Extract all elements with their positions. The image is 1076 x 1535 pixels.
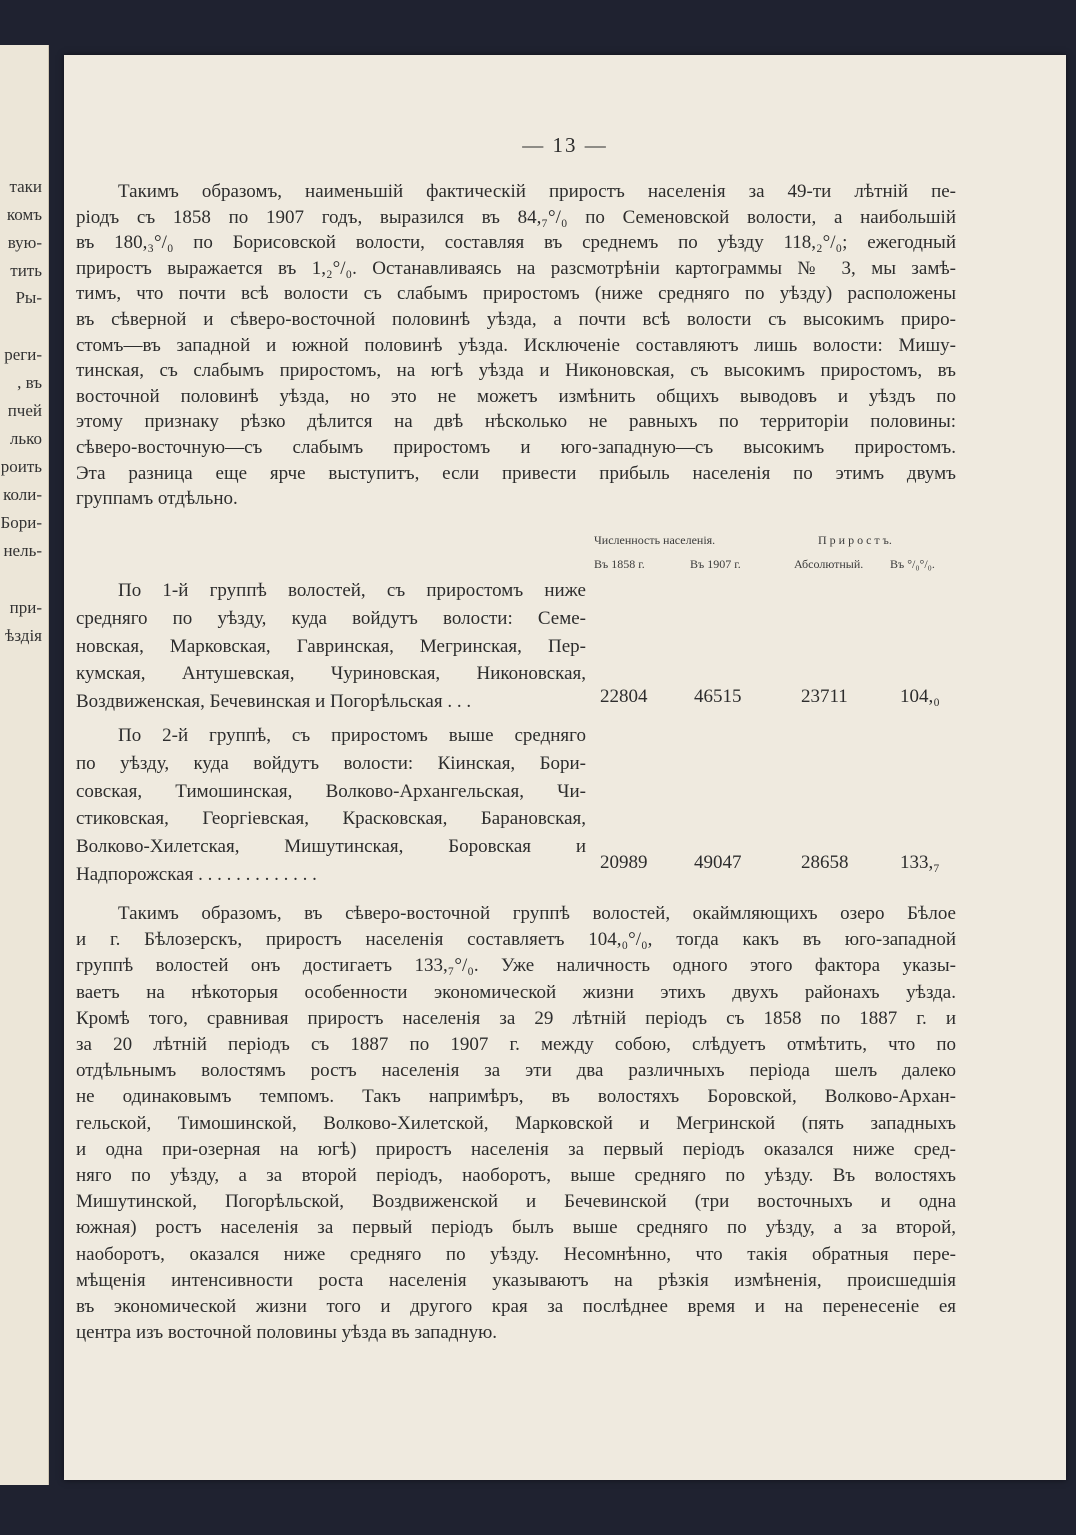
facing-page-edge	[0, 45, 49, 1485]
row-label-line: По 1-й группѣ волостей, съ приростомъ ниже	[118, 580, 586, 601]
facing-text-fragment: лько	[9, 429, 42, 448]
facing-text-fragment: коли-	[3, 485, 42, 504]
cell-absolute-group-2: 28658	[801, 852, 849, 873]
facing-text-fragment: вую-	[7, 233, 42, 252]
facing-text-fragment: комъ	[6, 205, 42, 224]
page-number: — 13 —	[522, 133, 608, 157]
text-line: тинская, съ слабымъ приростомъ, на югѣ уѣзда и Никоновская, съ высокимъ приростомъ, въ	[76, 360, 956, 382]
text-line: южная) ростъ населенія за первый періодъ былъ выше средняго по уѣзду, а за второй,	[76, 1217, 956, 1239]
text-line: Мишутинской, Погорѣльской, Воздвиженской и Бечевинской (три восточныхъ и одна	[76, 1191, 956, 1213]
text-line: тимъ, что почти всѣ волости съ слабымъ приростомъ (ниже средняго по уѣзду) расположены	[76, 283, 956, 305]
text-line: няго по уѣзду, а за второй періодъ, наоборотъ, выше средняго по уѣзду. Въ волостяхъ	[76, 1165, 956, 1187]
text-line: восточной половинѣ уѣзда, но это не можетъ измѣнить общихъ выводовъ и уѣздъ по	[76, 385, 956, 407]
text-line: стомъ—въ западной и южной половинѣ уѣзда. Исключеніе составляютъ лишь волости: Мишу-	[76, 334, 956, 356]
text-line: группѣ волостей онъ достигаетъ 133,₇°/₀. Уже наличность одного этого фактора указы-	[76, 955, 956, 977]
text-line: Такимъ образомъ, въ сѣверо-восточной группѣ волостей, окаймляющихъ озеро Бѣлое	[118, 903, 956, 924]
row-label-line: по уѣзду, куда войдутъ волости: Кіинская, Бори-	[76, 752, 586, 774]
text-line: гельской, Тимошинской, Волково-Хилетской, Марковской и Мегринской (пять западныхъ	[76, 1112, 956, 1134]
row-label-line: По 2-й группѣ, съ приростомъ выше средняго	[118, 725, 586, 746]
text-line: ваетъ на нѣкоторыя особенности экономической жизни этихъ двухъ районахъ уѣзда.	[76, 981, 956, 1003]
text-line: приростъ выражается въ 1,₂°/₀. Останавливаясь на разсмотрѣніи картограммы № 3, мы замѣ-	[76, 257, 956, 279]
text-line: въ экономической жизни того и другого края за послѣднее время и на перенесеніе ея	[76, 1296, 956, 1318]
facing-text-fragment: Бори-	[0, 513, 42, 532]
facing-text-fragment: пчей	[7, 401, 42, 420]
row-label-line: новская, Марковская, Гавринская, Мегринская, Пер-	[76, 635, 586, 657]
text-line: сѣверо-восточную—съ слабымъ приростомъ и юго-западную—съ высокимъ приростомъ.	[76, 436, 956, 458]
facing-text-fragment: реги-	[4, 345, 42, 364]
text-line: ріодъ съ 1858 по 1907 годъ, выразился въ 84,₇°/₀ по Семеновской волости, а наибольшій	[76, 206, 956, 228]
row-label-line: Надпорожская . . . . . . . . . . . . .	[76, 863, 317, 885]
text-line: Такимъ образомъ, наименьшій фактическій приростъ населенія за 49-ти лѣтній пе-	[118, 181, 956, 202]
text-line: этому признаку рѣзко дѣлится на двѣ нѣсколько не равныхъ по территоріи половины:	[76, 411, 956, 433]
row-label-line: кумская, Антушевская, Чуриновская, Никоновская,	[76, 663, 586, 685]
facing-text-fragment: нель-	[3, 541, 42, 560]
text-line: въ 180,₃°/₀ по Борисовской волости, составляя въ среднемъ по уѣзду 118,₂°/₀; ежегодный	[76, 232, 956, 254]
cell-1907-group-2: 49047	[694, 852, 742, 873]
facing-text-fragment: при-	[9, 598, 42, 617]
text-line: центра изъ восточной половины уѣзда въ западную.	[76, 1322, 498, 1344]
row-label-line: стиковская, Георгіевская, Красковская, Барановская,	[76, 808, 586, 830]
text-line: въ сѣверной и сѣверо-восточной половинѣ уѣзда, а почти всѣ волости съ высокимъ приро-	[76, 308, 956, 330]
cell-percent-group-1: 104,₀	[900, 686, 940, 707]
text-line: наоборотъ, оказался ниже средняго по уѣзду. Несомнѣнно, что такія обратныя пере-	[76, 1243, 956, 1265]
col-head-absolute: Абсолютный.	[794, 557, 864, 571]
table-row-group-2	[76, 722, 586, 889]
col-head-percent: Въ °/₀°/₀.	[890, 557, 935, 571]
table-head-growth: П р и р о с т ъ.	[818, 533, 892, 547]
text-line: за 20 лѣтній періодъ съ 1887 по 1907 г. между собою, слѣдуетъ отмѣтить, что по	[76, 1034, 956, 1056]
facing-text-fragment: тить	[10, 261, 42, 280]
paragraph-1	[76, 179, 956, 512]
text-line: и одна при-озерная на югѣ) приростъ населенія за первый періодъ оказался ниже сред-	[76, 1138, 956, 1160]
col-head-1907: Въ 1907 г.	[690, 557, 741, 571]
row-label-line: Воздвиженская, Бечевинская и Погорѣльская . . .	[76, 691, 472, 713]
text-line: и г. Бѣлозерскъ, приростъ населенія составляетъ 104,₀°/₀, тогда какъ въ юго-западной	[76, 929, 956, 951]
text-line: Кромѣ того, сравнивая приростъ населенія за 29 лѣтній періодъ съ 1858 по 1887 г. и	[76, 1007, 956, 1029]
cell-1907-group-1: 46515	[694, 686, 742, 707]
text-line: Эта разница еще ярче выступитъ, если привести прибыль населенія по этимъ двумъ	[76, 462, 956, 484]
table-row-group-1	[76, 577, 586, 716]
row-label-line: совская, Тимошинская, Волково-Архангельская, Чи-	[76, 780, 586, 802]
text-line: отдѣльнымъ волостямъ ростъ населенія за эти два различныхъ періода шелъ далеко	[76, 1060, 956, 1082]
cell-1858-group-1: 22804	[600, 686, 648, 707]
row-label-line: Волково-Хилетская, Мишутинская, Боровская и	[76, 836, 586, 858]
facing-text-fragment: , въ	[17, 373, 42, 392]
facing-text-fragment: таки	[9, 177, 42, 196]
cell-absolute-group-1: 23711	[801, 686, 848, 707]
text-line: мѣщенія интенсивности роста населенія указываютъ на рѣзкія измѣненія, происшедшія	[76, 1269, 956, 1291]
paragraph-2	[76, 901, 956, 1346]
text-line: группамъ отдѣльно.	[76, 488, 238, 510]
col-head-1858: Въ 1858 г.	[594, 557, 645, 571]
cell-1858-group-2: 20989	[600, 852, 648, 873]
document-page	[64, 55, 1066, 1480]
text-line: не одинаковымъ темпомъ. Такъ напримѣръ, въ волостяхъ Боровской, Волково-Архан-	[76, 1086, 956, 1108]
cell-percent-group-2: 133,₇	[900, 852, 940, 873]
facing-text-fragment: роить	[0, 457, 42, 476]
row-label-line: средняго по уѣзду, куда войдутъ волости: Семе-	[76, 607, 586, 629]
table-head-population: Численность населенія.	[594, 533, 716, 547]
facing-text-fragment: Ры-	[15, 288, 42, 307]
facing-text-fragment: ѣздія	[5, 626, 42, 645]
